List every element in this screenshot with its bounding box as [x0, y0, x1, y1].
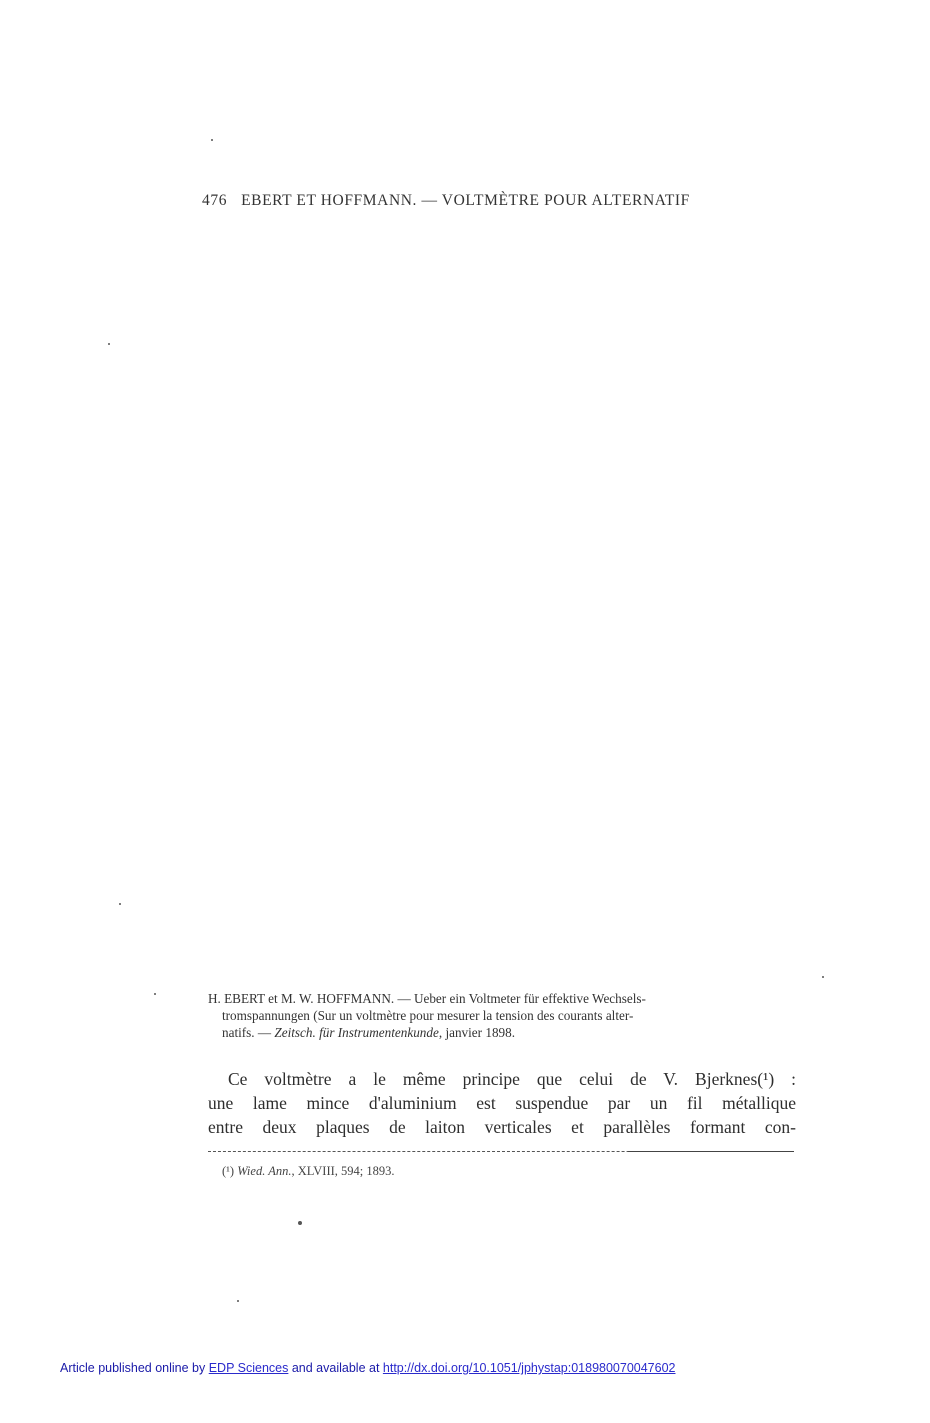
scan-speck — [237, 1300, 239, 1302]
reference-line-3 — [208, 1024, 798, 1041]
footnote-rule-solid — [628, 1151, 794, 1152]
reference-line-3-end: , janvier 1898. — [438, 1025, 516, 1040]
scan-speck — [154, 993, 156, 995]
bibliographic-reference — [208, 990, 798, 1041]
scan-speck — [822, 976, 824, 978]
body-line-3: entre deux plaques de laiton verticales et parallèles formant con- — [208, 1117, 796, 1137]
publisher-middle: and available at — [288, 1361, 383, 1375]
footnote — [222, 1164, 395, 1179]
body-line-1: Ce voltmètre a le même principe que celui de V. Bjerknes(¹) : — [228, 1069, 796, 1089]
scan-speck — [298, 1221, 302, 1225]
body-line-2: une lame mince d'aluminium est suspendue par un fil métallique — [208, 1093, 796, 1113]
page-number: 476 — [202, 192, 228, 209]
footnote-details: , XLVIII, 594; 1893. — [291, 1164, 395, 1178]
journal-title: Zeitsch. für Instrumentenkunde — [274, 1025, 439, 1040]
scan-speck — [108, 343, 110, 345]
body-paragraph — [208, 1067, 796, 1139]
publisher-prefix: Article published online by — [60, 1361, 209, 1375]
running-title: EBERT ET HOFFMANN. — VOLTMÈTRE POUR ALTERNATIF — [241, 192, 690, 209]
reference-line-2: tromspannungen (Sur un voltmètre pour mesurer la tension des courants alter- — [222, 1008, 634, 1023]
reference-line-3-start: natifs. — — [222, 1025, 275, 1040]
scan-speck — [211, 139, 213, 141]
publisher-link[interactable]: EDP Sciences — [208, 1361, 289, 1375]
scan-speck — [119, 903, 121, 905]
running-head — [202, 192, 762, 210]
footnote-source: Wied. Ann. — [237, 1164, 292, 1178]
publisher-line — [60, 1361, 676, 1375]
reference-line-1: H. EBERT et M. W. HOFFMANN. — Ueber ein Voltmeter für effektive Wechsels- — [208, 991, 646, 1006]
doi-link[interactable]: http://dx.doi.org/10.1051/jphystap:018980070047602 — [382, 1361, 676, 1375]
footnote-marker: (¹) — [222, 1164, 235, 1178]
